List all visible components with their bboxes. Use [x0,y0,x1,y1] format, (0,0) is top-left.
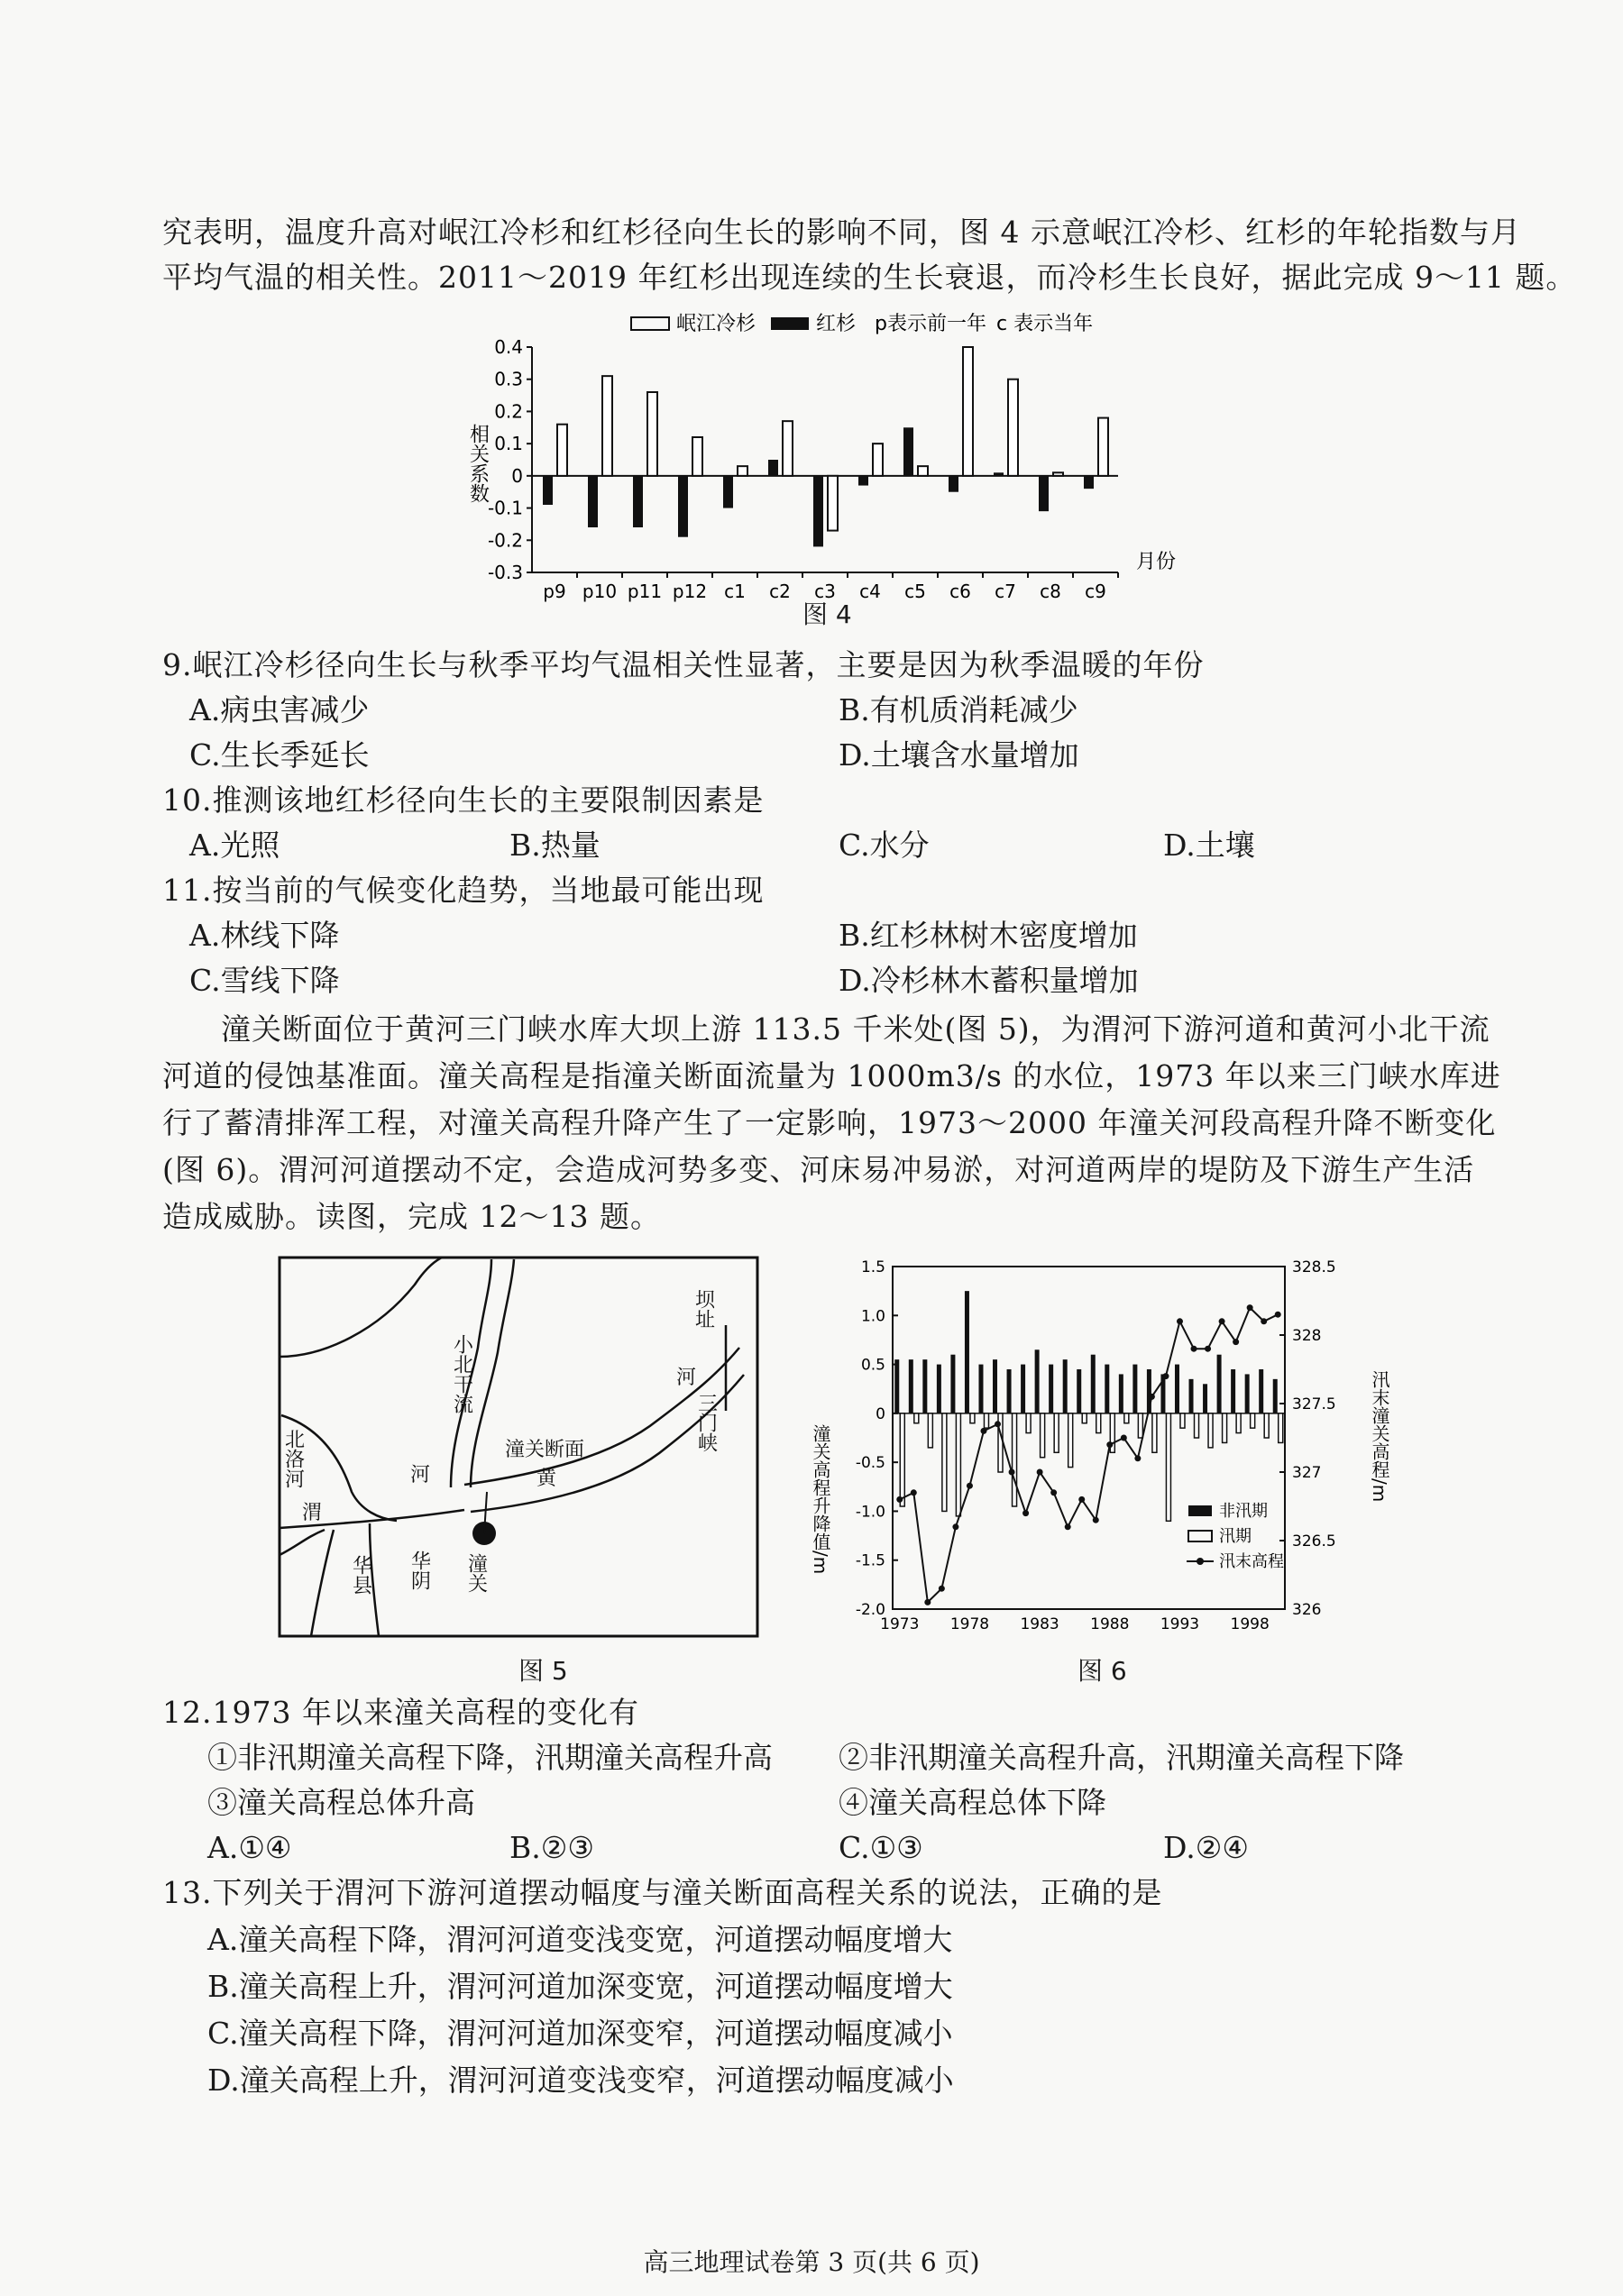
label-huang: 黄 [536,1468,557,1490]
legend-swatch-nonflood [1188,1505,1212,1516]
bar-lengshan-c2 [783,421,793,476]
q12-statement-1: ①非汛期潼关高程下降，汛期潼关高程升高 [207,1740,773,1775]
point-elevation-1982 [1022,1510,1029,1516]
bar-hongshan-p11 [633,476,643,527]
passage2-line-4: (图 6)。渭河河道摆动不定，会造成河势多变、河床易冲易淤，对河道两岸的堤防及下游生产生活 [162,1152,1475,1187]
bar-lengshan-c1 [738,466,747,476]
bar-nonflood-1985 [1063,1359,1068,1413]
q9-option-c[interactable]: C.生长季延长 [189,737,370,773]
fig4-xtick-label: c4 [859,581,881,602]
label-huaxian: 华县 [349,1555,372,1595]
fig6-y2label: 汛末潼关高程/m [1369,1370,1390,1503]
fig6-ytick-label: 1.0 [860,1307,885,1326]
point-elevation-1995 [1205,1346,1211,1352]
q10-option-c[interactable]: C.水分 [839,828,930,863]
q11-option-b[interactable]: B.红杉林树木密度增加 [839,918,1138,953]
point-elevation-1976 [939,1586,945,1592]
bar-flood-1986 [1082,1413,1087,1423]
q9-option-b[interactable]: B.有机质消耗减少 [839,692,1078,727]
bar-hongshan-p9 [543,476,553,505]
legend-swatch-lengshan [631,317,669,330]
q9-option-d[interactable]: D.土壤含水量增加 [839,737,1079,773]
bar-hongshan-c5 [903,427,913,476]
bar-flood-1979 [984,1413,988,1428]
fig6-legend [1187,1502,1284,1571]
point-elevation-1981 [1009,1469,1015,1476]
fig4-xtick-label: p12 [672,581,708,602]
q13-option-c[interactable]: C.潼关高程下降，渭河河道加深变窄，河道摆动幅度减小 [207,2016,953,2051]
passage2-line-2: 河道的侵蚀基准面。潼关高程是指潼关断面流量为 1000m3/s 的水位，1973 年以来三门峡水库进 [162,1058,1501,1093]
bar-nonflood-1987 [1091,1355,1096,1413]
bar-flood-1997 [1236,1413,1241,1433]
legend-marker-elev [1197,1558,1204,1565]
label-tongguan: 潼关 [464,1553,488,1593]
fig4-ylabel: 相关系数 [466,424,490,503]
q12-option-d[interactable]: D.②④ [1163,1830,1249,1865]
q10-option-d[interactable]: D.土壤 [1163,828,1255,863]
bar-flood-1996 [1223,1413,1227,1443]
point-elevation-2000 [1275,1312,1281,1318]
bar-hongshan-c6 [949,476,958,492]
bar-lengshan-c9 [1098,418,1108,476]
bar-nonflood-1982 [1021,1365,1025,1413]
bar-flood-1994 [1195,1413,1199,1438]
fig4-xlabel: 月份 [1136,551,1177,573]
point-elevation-1988 [1106,1441,1113,1448]
point-elevation-1985 [1065,1523,1071,1530]
fig4-xtick-label: c3 [814,581,836,602]
fig4-ytick-label: -0.2 [487,529,523,552]
passage2-line-3: 行了蓄清排浑工程，对潼关高程升降产生了一定影响，1973～2000 年潼关河段高程升降不断变化 [162,1105,1497,1140]
passage2-line-5: 造成威胁。读图，完成 12～13 题。 [162,1199,661,1234]
point-elevation-1980 [995,1421,1001,1427]
bar-flood-1974 [914,1413,919,1423]
bar-flood-1976 [942,1413,947,1512]
bar-flood-1990 [1138,1413,1142,1438]
bar-nonflood-1990 [1132,1365,1137,1413]
fig6-xtick-label: 1988 [1090,1615,1130,1633]
point-elevation-1978 [967,1483,973,1489]
label-sanmenxia: 三门峡 [694,1393,718,1452]
bar-nonflood-1995 [1203,1384,1207,1413]
bar-nonflood-1984 [1049,1365,1053,1413]
legend-p-note: p表示前一年 [875,313,986,335]
bar-flood-1982 [1026,1413,1031,1433]
label-xiaobei: 小北干流 [450,1334,473,1413]
fig4-xtick-label: c9 [1085,581,1106,602]
point-elevation-1973 [896,1496,903,1503]
bar-lengshan-c8 [1053,472,1063,476]
point-elevation-1979 [980,1428,986,1434]
bar-nonflood-1993 [1175,1365,1179,1413]
bar-flood-1992 [1166,1413,1170,1521]
bar-hongshan-c3 [813,476,823,547]
bar-lengshan-c7 [1008,380,1018,476]
bar-lengshan-c3 [828,476,838,531]
bar-nonflood-1986 [1077,1369,1081,1413]
point-elevation-1983 [1037,1469,1043,1476]
intro-line-2: 平均气温的相关性。2011～2019 年红杉出现连续的生长衰退，而冷杉生长良好，据此完成 9～11 题。 [162,260,1577,295]
bar-hongshan-c1 [723,476,733,508]
bar-lengshan-p10 [602,376,612,476]
q10-option-b[interactable]: B.热量 [509,828,601,863]
point-elevation-1989 [1121,1435,1127,1441]
fig4-ytick-label: -0.1 [487,497,523,519]
fig4-legend [631,313,1093,335]
river-south-2 [311,1530,334,1636]
point-elevation-1992 [1162,1373,1169,1379]
fig6-ylabel: 潼关高程升降值/m [810,1424,831,1575]
bar-nonflood-1973 [894,1359,899,1413]
bar-flood-1983 [1041,1413,1045,1458]
bar-flood-1999 [1264,1413,1269,1438]
label-beiluo: 北洛河 [281,1429,305,1488]
legend-c-note: c 表示当年 [996,313,1094,335]
q10-stem: 10.推测该地红杉径向生长的主要限制因素是 [162,782,765,818]
fig4-ytick-label: 0.1 [494,433,523,455]
fig4-ytick-label: 0.2 [494,400,523,423]
bar-flood-1995 [1208,1413,1213,1448]
fig6-xtick-label: 1998 [1230,1615,1270,1633]
river-nw [280,1258,442,1357]
legend-elev: 汛末高程 [1219,1552,1284,1571]
bar-flood-1973 [900,1413,904,1506]
q12-stem: 12.1973 年以来潼关高程的变化有 [162,1695,639,1730]
fig4-ytick-label: 0.3 [494,368,523,390]
label-wei: 渭 [302,1502,323,1524]
q12-statement-4: ④潼关高程总体下降 [839,1785,1106,1820]
q11-option-c[interactable]: C.雪线下降 [189,963,340,998]
fig6-ytick-label: 0.5 [860,1356,885,1375]
point-elevation-1999 [1261,1318,1267,1324]
bar-lengshan-c6 [963,347,973,476]
bar-nonflood-1988 [1105,1365,1109,1413]
fig6-xtick-label: 1978 [949,1615,990,1633]
bar-hongshan-c9 [1084,476,1094,489]
bar-nonflood-1980 [993,1359,997,1413]
bar-flood-2000 [1279,1413,1283,1443]
q13-stem: 13.下列关于渭河下游河道摆动幅度与潼关断面高程关系的说法，正确的是 [162,1875,1163,1910]
q12-statement-3: ③潼关高程总体升高 [207,1785,475,1820]
bar-flood-1985 [1068,1413,1073,1468]
point-elevation-1984 [1050,1489,1057,1496]
fig6-y2tick-label: 326.5 [1292,1532,1336,1550]
label-huayin: 华阴 [408,1550,431,1590]
point-elevation-1986 [1078,1496,1085,1503]
figure-4-caption: 图 4 [802,599,852,629]
bar-hongshan-c2 [768,460,778,476]
fig6-xtick-label: 1993 [1160,1615,1200,1633]
q12-option-b[interactable]: B.②③ [509,1830,594,1865]
bar-nonflood-1994 [1189,1379,1194,1413]
point-elevation-1977 [952,1523,958,1530]
intro-line-1: 究表明，温度升高对岷江冷杉和红杉径向生长的影响不同，图 4 示意岷江冷杉、红杉的年轮指数与月 [162,215,1521,250]
point-elevation-1993 [1177,1318,1183,1324]
q13-option-a[interactable]: A.潼关高程下降，渭河河道变浅变宽，河道摆动幅度增大 [207,1922,953,1957]
bar-nonflood-1999 [1259,1369,1263,1413]
bar-flood-1984 [1054,1413,1059,1452]
bar-hongshan-c8 [1039,476,1049,511]
q9-stem: 9.岷江冷杉径向生长与秋季平均气温相关性显著，主要是因为秋季温暖的年份 [162,647,1205,682]
label-he2: 河 [676,1367,697,1389]
bar-lengshan-c4 [873,444,883,476]
bar-nonflood-1983 [1035,1349,1040,1413]
bar-hongshan-p10 [588,476,598,527]
q12-statement-2: ②非汛期潼关高程升高，汛期潼关高程下降 [839,1740,1404,1775]
figure-6-chart [793,1244,1407,1659]
q11-option-d[interactable]: D.冷杉林木蓄积量增加 [839,963,1139,998]
bar-flood-1993 [1180,1413,1185,1428]
legend-hongshan: 红杉 [816,313,857,335]
q9-option-a[interactable]: A.病虫害减少 [189,692,370,727]
bar-flood-1987 [1096,1413,1101,1433]
q12-option-c[interactable]: C.①③ [839,1830,923,1865]
bar-nonflood-1978 [965,1291,969,1413]
legend-nonflood: 非汛期 [1219,1502,1268,1521]
legend-flood: 汛期 [1219,1527,1252,1546]
fig4-xtick-label: p10 [582,581,618,602]
legend-swatch-hongshan [771,317,809,330]
fig6-ytick-label: -1.5 [855,1551,885,1570]
point-elevation-1991 [1149,1394,1155,1400]
point-elevation-1975 [924,1599,931,1605]
bar-hongshan-c7 [994,472,1004,476]
bar-hongshan-c4 [858,476,868,486]
bar-flood-1981 [1013,1413,1017,1506]
figure-4-chart [451,306,1190,636]
bar-lengshan-p9 [557,425,567,476]
fig4-xtick-label: p11 [627,581,663,602]
fig6-ytick-label: -0.5 [855,1454,885,1473]
legend-swatch-flood [1188,1531,1212,1541]
bar-nonflood-2000 [1273,1379,1278,1413]
q10-option-a[interactable]: A.光照 [189,828,280,863]
fig6-xtick-label: 1973 [880,1615,920,1633]
fig4-xtick-label: c6 [949,581,971,602]
q13-option-d[interactable]: D.潼关高程上升，渭河河道变浅变窄，河道摆动幅度减小 [207,2063,954,2098]
bar-hongshan-p12 [678,476,688,537]
point-elevation-1987 [1093,1517,1099,1523]
bar-lengshan-p11 [647,392,657,476]
bar-flood-1977 [956,1413,960,1516]
fig6-ytick-label: -1.0 [855,1503,885,1522]
point-elevation-1996 [1219,1318,1225,1324]
q11-option-a[interactable]: A.林线下降 [189,918,340,953]
bar-nonflood-1989 [1119,1374,1123,1413]
passage2-line-1: 潼关断面位于黄河三门峡水库大坝上游 113.5 千米处(图 5)，为渭河下游河道和黄河小北干流 [221,1011,1490,1047]
bar-lengshan-c5 [918,466,928,476]
bar-flood-1991 [1152,1413,1157,1452]
bar-flood-1989 [1124,1413,1129,1423]
fig6-ytick-label: -2.0 [855,1601,885,1619]
bar-nonflood-1979 [978,1365,983,1413]
fig4-xtick-label: c7 [995,581,1016,602]
point-elevation-1974 [911,1489,917,1496]
point-elevation-1994 [1191,1346,1197,1352]
fig6-ytick-label: 1.5 [860,1258,885,1276]
bar-nonflood-1996 [1217,1355,1222,1413]
fig4-ytick-label: 0.4 [494,336,523,358]
point-elevation-1990 [1134,1455,1141,1461]
bar-nonflood-1976 [937,1365,941,1413]
fig6-y2tick-label: 328.5 [1292,1258,1336,1276]
river-south-1 [280,1530,325,1555]
fig4-xtick-label: c8 [1040,581,1061,602]
fig6-xtick-label: 1983 [1020,1615,1059,1633]
bar-lengshan-p12 [692,437,702,476]
fig4-ytick-label: -0.3 [487,562,523,583]
fig6-y2tick-label: 327 [1292,1464,1322,1482]
fig4-ytick-label: 0 [511,464,523,487]
legend-lengshan: 岷江冷杉 [676,313,756,335]
q12-option-a[interactable]: A.①④ [207,1830,292,1865]
bar-flood-1975 [928,1413,932,1448]
bar-flood-1998 [1251,1413,1255,1428]
bar-nonflood-1998 [1245,1374,1250,1413]
bar-nonflood-1997 [1231,1369,1235,1413]
label-bazhi: 坝址 [692,1289,715,1329]
fig6-ytick-label: 0 [876,1404,885,1423]
bar-nonflood-1975 [922,1359,927,1413]
point-elevation-1998 [1247,1304,1253,1311]
page-footer: 高三地理试卷第 3 页(共 6 页) [643,2247,980,2277]
fig6-y2tick-label: 326 [1292,1601,1322,1619]
figure-6-caption: 图 6 [1077,1656,1127,1686]
bar-nonflood-1977 [950,1355,955,1413]
fig6-y2tick-label: 328 [1292,1327,1322,1345]
fig4-xtick-label: c1 [724,581,746,602]
q11-stem: 11.按当前的气候变化趋势，当地最可能出现 [162,873,765,908]
bar-nonflood-1974 [909,1359,913,1413]
fig4-xtick-label: c5 [904,581,926,602]
fig4-xtick-label: p9 [543,581,566,602]
bar-nonflood-1981 [1007,1369,1012,1413]
fig4-xtick-label: c2 [769,581,791,602]
fig6-y2tick-label: 327.5 [1292,1395,1336,1413]
label-tongguan-section: 潼关断面 [505,1439,585,1461]
figure-5-caption: 图 5 [518,1656,568,1686]
q13-option-b[interactable]: B.潼关高程上升，渭河河道加深变宽，河道摆动幅度增大 [207,1969,953,2004]
bar-flood-1978 [970,1413,975,1423]
figure-5-map [270,1249,775,1645]
label-he1: 河 [410,1464,431,1486]
point-elevation-1997 [1233,1339,1239,1345]
